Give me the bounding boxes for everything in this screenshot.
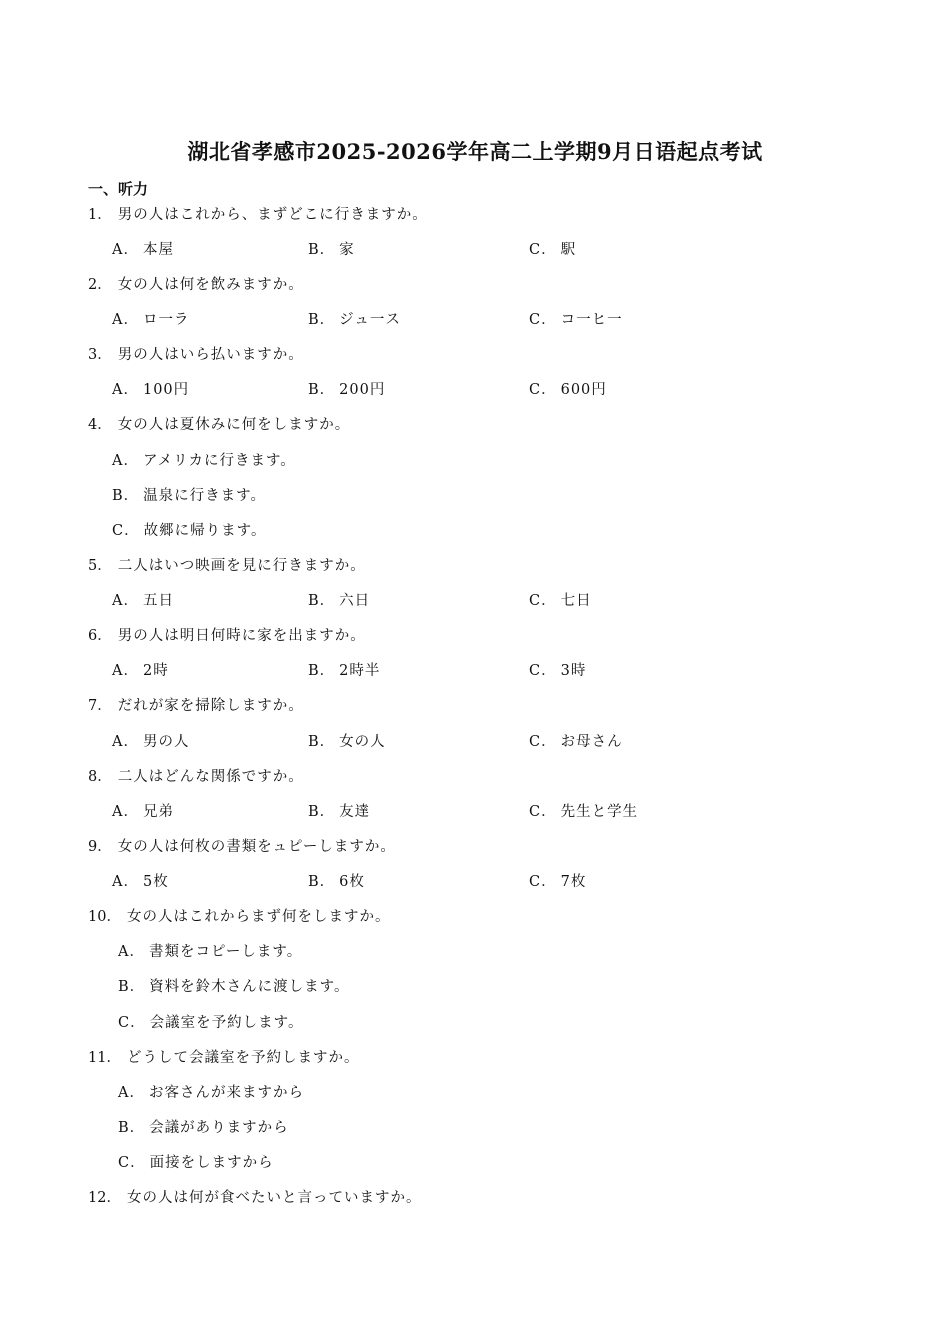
question-number: 8． [88, 769, 112, 785]
question-text: 二人はどんな関係ですか。 [117, 769, 304, 785]
question-text: 女の人は何枚の書類をュピーしますか。 [117, 839, 396, 855]
option-a[interactable]: A． 兄弟 [112, 804, 174, 820]
option-b[interactable]: B． 温泉に行きます。 [112, 488, 266, 504]
question-text: 女の人は何が食べたいと言っていますか。 [126, 1190, 422, 1206]
option-c[interactable]: C． 先生と学生 [529, 804, 639, 820]
question-4 [88, 413, 350, 434]
question-number: 1． [88, 207, 112, 223]
question-number: 9． [88, 839, 112, 855]
option-a[interactable]: A． アメリカに行きます。 [112, 453, 296, 469]
option-c[interactable]: C． 7枚 [529, 874, 587, 890]
question-11 [88, 1046, 359, 1067]
option-b[interactable]: B． 6枚 [308, 874, 365, 890]
question-text: 女の人は何を飲みますか。 [117, 277, 304, 293]
question-number: 4． [88, 417, 112, 433]
option-a[interactable]: A． 2時 [112, 663, 169, 679]
question-number: 5． [88, 558, 112, 574]
question-text: 二人はいつ映画を見に行きますか。 [117, 558, 366, 574]
option-b[interactable]: B． 家 [308, 242, 355, 258]
option-b[interactable]: B． 2時半 [308, 663, 381, 679]
option-c[interactable]: C． お母さん [529, 734, 623, 750]
option-b[interactable]: B． ジュ一ス [308, 312, 401, 328]
option-c[interactable]: C． 会議室を予約します。 [118, 1015, 304, 1031]
question-text: 女の人はこれからまず何をしますか。 [126, 909, 391, 925]
option-c[interactable]: C． 駅 [529, 242, 577, 258]
option-b[interactable]: B． 六日 [308, 593, 371, 609]
question-text: だれが家を掃除しますか。 [117, 698, 304, 714]
question-number: 7． [88, 698, 112, 714]
question-text: どうして会議室を予約しますか。 [126, 1050, 360, 1066]
question-3 [88, 343, 304, 364]
question-12 [88, 1186, 421, 1207]
option-a[interactable]: A． 100円 [112, 382, 190, 398]
option-b[interactable]: B． 資料を鈴木さんに渡します。 [118, 979, 350, 995]
option-c[interactable]: C． 600円 [529, 382, 607, 398]
option-c[interactable]: C． 3時 [529, 663, 587, 679]
question-number: 12． [88, 1190, 121, 1206]
question-5 [88, 554, 366, 575]
option-b[interactable]: B． 200円 [308, 382, 386, 398]
option-a[interactable]: A． お客さんが来ますから [118, 1085, 304, 1101]
option-b[interactable]: B． 会議がありますから [118, 1120, 289, 1136]
question-6 [88, 624, 366, 645]
option-a[interactable]: A． 五日 [112, 593, 174, 609]
question-8 [88, 765, 304, 786]
question-7 [88, 694, 304, 715]
question-2 [88, 273, 304, 294]
question-9 [88, 835, 396, 856]
question-number: 2． [88, 277, 112, 293]
option-c[interactable]: C． 面接をしますから [118, 1155, 274, 1171]
question-text: 男の人はこれから、まずどこに行きますか。 [117, 207, 428, 223]
option-c[interactable]: C． コ一ヒ一 [529, 312, 623, 328]
question-number: 6． [88, 628, 112, 644]
question-text: 女の人は夏休みに何をしますか。 [117, 417, 351, 433]
question-1 [88, 203, 428, 224]
option-a[interactable]: A． 5枚 [112, 874, 169, 890]
option-a[interactable]: A． 書類をコピーします。 [118, 944, 303, 960]
option-b[interactable]: B． 友達 [308, 804, 371, 820]
question-text: 男の人はいら払いますか。 [117, 347, 304, 363]
option-c[interactable]: C． 故郷に帰ります。 [112, 523, 267, 539]
option-a[interactable]: A． ロ一ラ [112, 312, 190, 328]
question-10 [88, 905, 390, 926]
section-heading: 一、听力 [88, 180, 149, 198]
exam-title: 湖北省孝感市2025-2026学年高二上学期9月日语起点考试 [187, 139, 763, 164]
question-number: 11． [88, 1050, 121, 1066]
question-text: 男の人は明日何時に家を出ますか。 [117, 628, 366, 644]
option-a[interactable]: A． 本屋 [112, 242, 174, 258]
question-number: 3． [88, 347, 112, 363]
option-a[interactable]: A． 男の人 [112, 734, 190, 750]
option-b[interactable]: B． 女の人 [308, 734, 386, 750]
question-number: 10． [88, 909, 121, 925]
option-c[interactable]: C． 七日 [529, 593, 592, 609]
